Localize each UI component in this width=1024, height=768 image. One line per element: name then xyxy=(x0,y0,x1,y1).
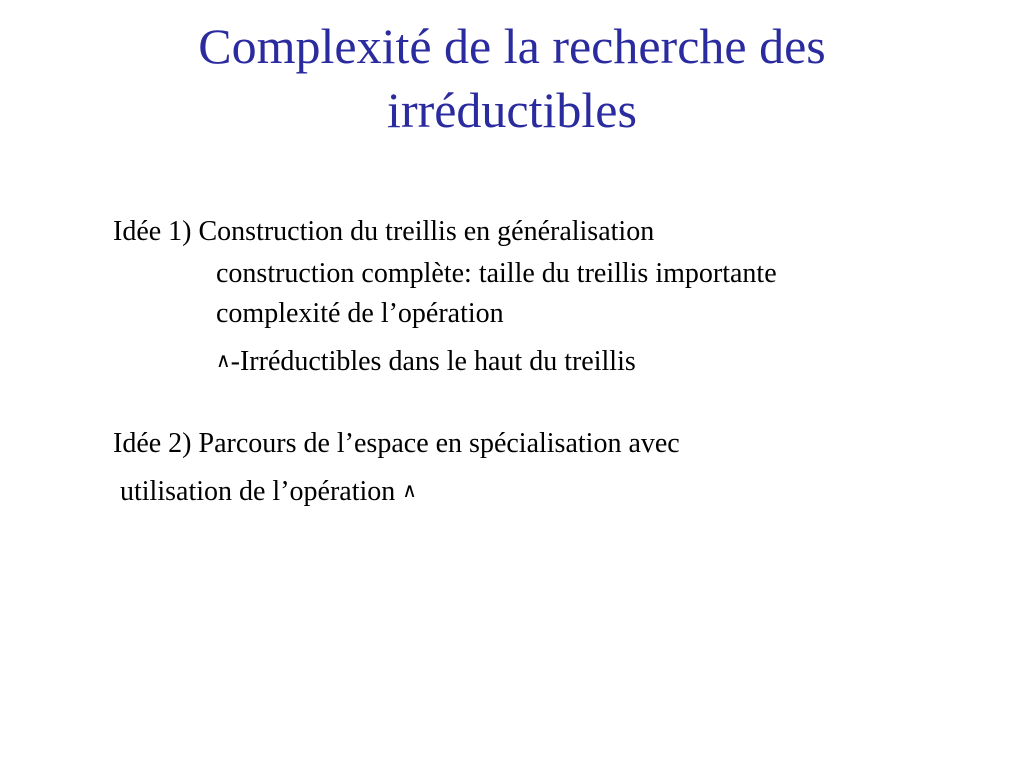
slide-title-line-1: Complexité de la recherche des xyxy=(198,18,826,74)
slide-title xyxy=(60,14,964,142)
idea-2-line-a xyxy=(120,475,417,508)
idea-1-line-c xyxy=(216,345,636,378)
idea-2-line-a-text: utilisation de l’opération xyxy=(120,476,403,507)
idea-1-heading: Idée 1) Construction du treillis en généralisation xyxy=(113,216,655,247)
wedge-symbol: ∧ xyxy=(216,350,231,372)
wedge-symbol: ∧ xyxy=(402,480,417,502)
idea-2-heading: Idée 2) Parcours de l’espace en spécialisation avec xyxy=(113,428,680,459)
idea-1-line-a: construction complète: taille du treillis importante xyxy=(216,258,777,289)
slide-title-line-2: irréductibles xyxy=(387,82,637,138)
idea-1-line-b: complexité de l’opération xyxy=(216,298,504,329)
idea-1-line-c-text: -Irréductibles dans le haut du treillis xyxy=(230,346,636,377)
